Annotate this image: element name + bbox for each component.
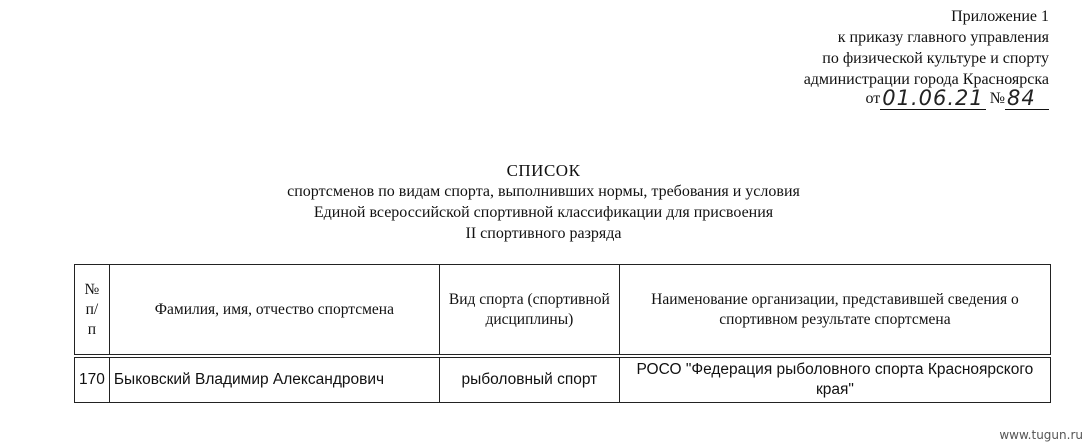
appendix-header — [729, 6, 1049, 90]
watermark: www.tugun.ru — [999, 428, 1083, 442]
appendix-line-2: к приказу главного управления — [837, 29, 1049, 46]
order-number: 84 — [1005, 87, 1049, 110]
title-line-3: II спортивного разряда — [465, 225, 622, 242]
athletes-table — [74, 264, 1051, 403]
document-title — [0, 160, 1087, 244]
title-line-2: Единой всероссийской спортивной классификации для присвоения — [313, 204, 774, 221]
row-athlete-name: Быковский Владимир Александрович — [109, 356, 439, 403]
table-row — [75, 356, 1051, 403]
table-header-row — [75, 265, 1051, 357]
appendix-line-4: администрации города Красноярска — [803, 71, 1049, 88]
title-line-1: спортсменов по видам спорта, выполнивших нормы, требования и условия — [287, 183, 800, 200]
appendix-line-1: Приложение 1 — [951, 8, 1049, 25]
order-date: 01.06.21 — [882, 86, 984, 110]
header-name: Фамилия, имя, отчество спортсмена — [109, 265, 439, 357]
order-number-label: № — [989, 90, 1005, 107]
appendix-line-3: по физической культуре и спорту — [822, 50, 1049, 67]
row-organization: РОСО "Федерация рыболовного спорта Красноярского края" — [619, 356, 1050, 403]
header-organization: Наименование организации, представившей сведения о спортивном результате спортсмена — [619, 265, 1050, 357]
order-reference — [865, 84, 1049, 110]
title-heading: СПИСОК — [506, 161, 581, 180]
header-number: № п/п — [75, 265, 110, 357]
order-from-label: от — [865, 90, 881, 107]
header-sport: Вид спорта (спортивной дисциплины) — [439, 265, 619, 357]
row-sport: рыболовный спорт — [439, 356, 619, 403]
row-number: 170 — [75, 356, 110, 403]
